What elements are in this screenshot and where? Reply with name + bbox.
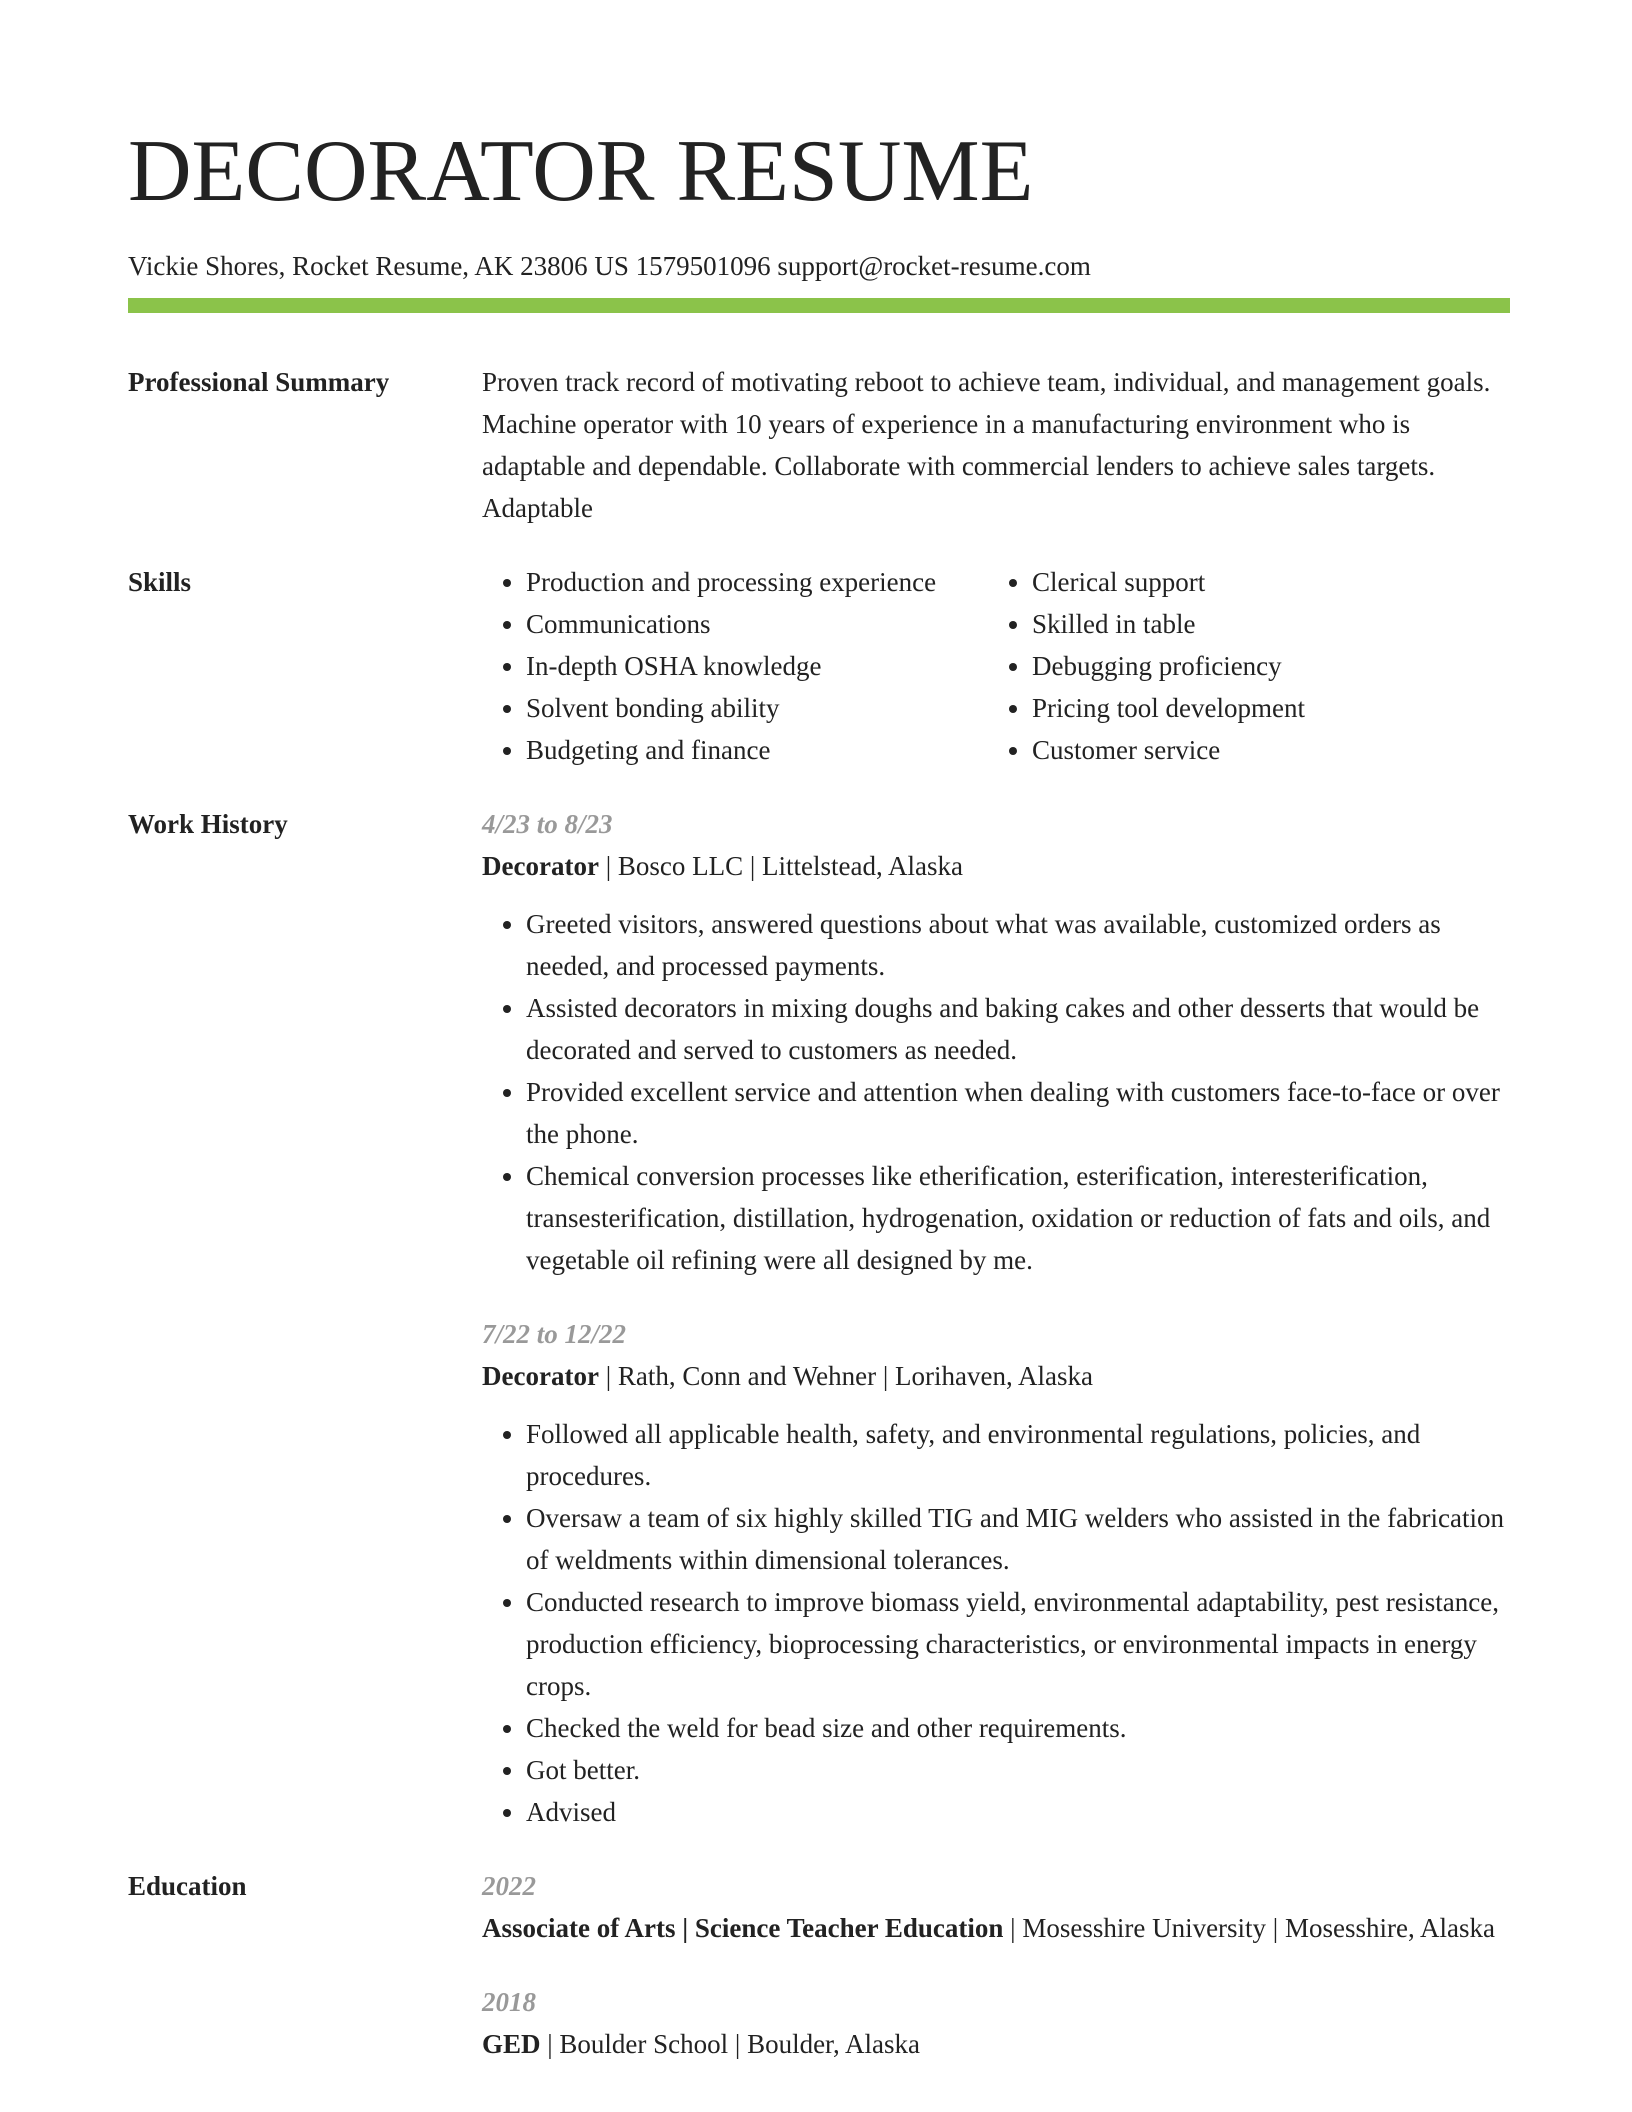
work-bullet: • Got better.: [526, 1749, 1510, 1791]
work-history-body: [482, 803, 1510, 1833]
education-entry-heading: [482, 2023, 1510, 2065]
school-details: | Boulder School | Boulder, Alaska: [540, 2029, 920, 2059]
work-entry-bullets: [482, 903, 1510, 1281]
section-work-history: [128, 803, 1510, 1833]
work-bullet: • Checked the weld for bead size and other requirements.: [526, 1707, 1510, 1749]
work-entry-bullets: [482, 1413, 1510, 1833]
header-divider: [128, 298, 1510, 313]
work-bullet: • Advised: [526, 1791, 1510, 1833]
degree-title: GED: [482, 2029, 541, 2059]
summary-text: Proven track record of motivating reboot to achieve team, individual, and management goals. Machine operator with 10 years of experience in a manufacturing environment who is adaptable and dependable. Collaborate with commercial lenders to achieve sales targets. Adaptable: [482, 367, 1491, 523]
work-entry: [482, 803, 1510, 1281]
education-entry-date: 2018: [482, 1987, 536, 2017]
contact-line: Vickie Shores, Rocket Resume, AK 23806 US 1579501096 support@rocket-resume.com: [128, 251, 1091, 281]
job-title: Decorator: [482, 1361, 599, 1391]
degree-title: Associate of Arts | Science Teacher Education: [482, 1913, 1004, 1943]
skill-item: • Production and processing experience: [526, 561, 988, 603]
skill-item: • Customer service: [1032, 729, 1510, 771]
section-label-skills: Skills: [128, 567, 192, 597]
skill-item: • Clerical support: [1032, 561, 1510, 603]
skills-columns: [482, 561, 1510, 771]
section-professional-summary: [128, 361, 1510, 529]
work-bullet: • Provided excellent service and attention when dealing with customers face-to-face or over the phone.: [526, 1071, 1510, 1155]
education-entry: [482, 1865, 1510, 1949]
job-title: Decorator: [482, 851, 599, 881]
skill-item: • Pricing tool development: [1032, 687, 1510, 729]
skill-item: • Skilled in table: [1032, 603, 1510, 645]
work-bullet: • Assisted decorators in mixing doughs and baking cakes and other desserts that would be decorated and served to customers as needed.: [526, 987, 1510, 1071]
work-bullet: • Greeted visitors, answered questions about what was available, customized orders as needed, and processed payments.: [526, 903, 1510, 987]
school-details: | Mosesshire University | Mosesshire, Alaska: [1003, 1913, 1495, 1943]
skills-column-2: [988, 561, 1510, 771]
skill-item: • Communications: [526, 603, 988, 645]
work-bullet: • Chemical conversion processes like etherification, esterification, interesterification, transesterification, distillation, hydrogenation, oxidation or reduction of fats and oils, and vegetable oil refining were all designed by me.: [526, 1155, 1510, 1281]
skill-item: • Solvent bonding ability: [526, 687, 988, 729]
skill-item: • In-depth OSHA knowledge: [526, 645, 988, 687]
skill-item: • Debugging proficiency: [1032, 645, 1510, 687]
education-entry-date: 2022: [482, 1871, 536, 1901]
job-details: | Rath, Conn and Wehner | Lorihaven, Alaska: [598, 1361, 1093, 1391]
work-entry: [482, 1313, 1510, 1833]
skills-column-1: [482, 561, 988, 771]
work-entry-date: 4/23 to 8/23: [482, 809, 613, 839]
section-label-summary: Professional Summary: [128, 367, 390, 397]
work-bullet: • Conducted research to improve biomass yield, environmental adaptability, pest resistance, production efficiency, bioprocessing characteristics, or environmental impacts in energy crops.: [526, 1581, 1510, 1707]
education-entry: [482, 1981, 1510, 2065]
section-education: [128, 1865, 1510, 2065]
work-bullet: • Oversaw a team of six highly skilled TIG and MIG welders who assisted in the fabrication of weldments within dimensional tolerances.: [526, 1497, 1510, 1581]
work-bullet: • Followed all applicable health, safety, and environmental regulations, policies, and procedures.: [526, 1413, 1510, 1497]
skills-body: [482, 561, 1510, 771]
section-label-work-history: Work History: [128, 809, 288, 839]
education-body: [482, 1865, 1510, 2065]
work-entry-date: 7/22 to 12/22: [482, 1319, 627, 1349]
section-label-education: Education: [128, 1871, 247, 1901]
skill-item: • Budgeting and finance: [526, 729, 988, 771]
job-details: | Bosco LLC | Littelstead, Alaska: [598, 851, 963, 881]
resume-title: DECORATOR RESUME: [128, 123, 1034, 220]
section-skills: [128, 561, 1510, 771]
education-entry-heading: [482, 1907, 1510, 1949]
work-entry-heading: [482, 1355, 1510, 1397]
work-entry-heading: [482, 845, 1510, 887]
